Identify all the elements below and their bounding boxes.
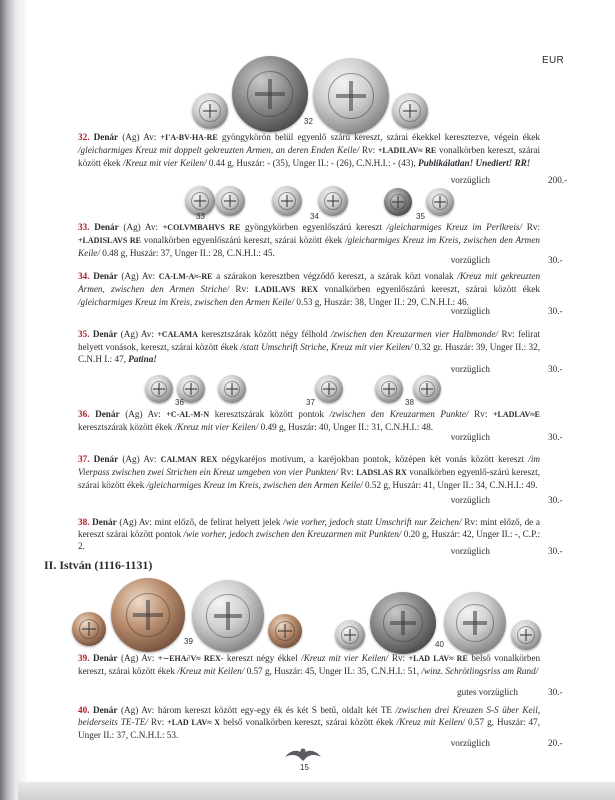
obverse-description-de: /gleicharmiges Kreuz mit doppelt gekreuzten Armen, an deren Enden Keile/ — [78, 145, 360, 156]
lot-details: 0.32 gr. Huszár: 39, Unger II.: 32, C.N.H I.: 47, — [78, 342, 541, 365]
lot-grade: gutes vorzüglich — [457, 687, 518, 697]
reverse-label: Rv: — [235, 284, 249, 295]
currency-header: EUR — [542, 55, 565, 66]
reverse-description: vonalkörben egyenlőszárú kereszt, szárai között ékek — [324, 284, 541, 295]
lot-denomination: Denár — [95, 409, 120, 419]
coin-image — [313, 58, 389, 134]
lot-details: 0.52 g, Huszár: 41, Unger II.: 34, C.N.H.I.: 49. — [364, 480, 538, 491]
reverse-description-de: /Kreuz mit Keilen/ — [396, 717, 465, 728]
image-number: 37 — [306, 398, 315, 407]
reverse-legend: +LAD LAV≈ X — [167, 718, 221, 728]
lot-note: /winz. Schrötlingsriss am Rand/ — [421, 666, 539, 677]
lot-price: 20.- — [548, 738, 563, 748]
lot-number: 37. — [78, 454, 90, 464]
reverse-description: keresztszárak között ékek — [78, 422, 173, 433]
coin-image — [444, 592, 506, 654]
reverse-description-de: /Kreuz mit vier Keilen/ — [174, 422, 259, 433]
obverse-description-de: /im Vierpass zwischen zwei Strichen ein Kreuz umgeben von vier Punkten/ — [78, 454, 541, 478]
lot-grade: vorzüglich — [450, 175, 490, 185]
lot-price: 30.- — [548, 687, 563, 697]
reverse-description-de: /gleicharmiges Kreuz im Kreis, zwischen den Armen Keile/ — [146, 480, 363, 491]
lot-price: 30.- — [548, 432, 563, 442]
lot-denomination: Denár — [92, 705, 118, 715]
lot-number: 35. — [78, 329, 90, 339]
reverse-label: Rv: — [526, 222, 541, 232]
image-number: 40 — [435, 640, 444, 649]
coin-image — [218, 375, 246, 403]
lot-note: Publikálatlan! Unediert! RR! — [418, 158, 531, 169]
reverse-label: Rv: — [501, 329, 515, 339]
obverse-description-de: /Kreuz mit vier Keilen/ — [301, 653, 389, 663]
lot-metal: (Ag) Av: — [120, 705, 155, 715]
coin-image — [272, 186, 302, 216]
lot-entry — [78, 328, 540, 366]
obverse-legend: CA-LM-A≈-RE — [158, 272, 213, 281]
reverse-legend: +LADISLAVS RE — [78, 236, 141, 246]
coin-image — [215, 186, 245, 216]
coin-image — [370, 592, 436, 654]
lot-metal: (Ag) Av: — [120, 653, 155, 663]
coin-image — [384, 188, 412, 216]
coin-image — [413, 375, 441, 403]
obverse-description-de: /gleicharmiges Kreuz im Perlkreis/ — [386, 222, 523, 232]
coin-image — [426, 188, 454, 216]
reverse-legend: +LADILAV≈ RE — [377, 146, 437, 156]
lot-entry — [78, 131, 540, 170]
lot-details: 0.57 g, Huszár: 47, Unger II.: 37, C.N.H.I.: 53. — [78, 717, 541, 741]
coin-image — [315, 375, 343, 403]
reverse-label: Rv: — [464, 517, 478, 527]
lot-grade: vorzüglich — [450, 738, 490, 748]
lot-details: 0.53 g, Huszár: 38, Unger II.: 29, C.N.H.I.: 46. — [296, 297, 469, 308]
reverse-description: vonalkörben egyenlő-szárú kereszt, szárai között ékek — [78, 467, 540, 491]
lot-number: 39. — [78, 653, 90, 663]
reverse-description-de: /statt Umschrift Striche, Kreuz mit vier Keilen/ — [240, 342, 413, 353]
lot-metal: (Ag) Av: — [119, 517, 152, 527]
coin-image — [511, 620, 541, 650]
reverse-description: vonalkörben kereszt, szárai között ékek — [78, 145, 541, 169]
reverse-legend: +LADLAV≈E — [492, 410, 541, 419]
obverse-description-de: /Kreuz mit gekreuzten Armen, zwischen den Armen Striche/ — [78, 271, 541, 295]
lot-metal: (Ag) Av: — [123, 222, 159, 232]
reverse-legend: LADILAVS REX — [254, 285, 319, 295]
reverse-legend: +LAD LAV≈ RE — [408, 654, 468, 663]
reverse-label: Rv: — [474, 409, 488, 419]
lot-entry — [78, 221, 540, 260]
coin-image — [192, 93, 228, 129]
section-title: II. István (1116-1131) — [44, 558, 153, 572]
reverse-description: vonalkörben egyenlőszárú kereszt, szárai között ékek — [143, 235, 343, 246]
eagle-ornament-icon — [283, 743, 323, 763]
obverse-description-de: /zwischen den Kreuzarmen vier Halbmonde/ — [330, 329, 499, 339]
reverse-label: Rv: — [361, 145, 376, 156]
coin-image — [111, 578, 185, 652]
lot-denomination: Denár — [93, 454, 119, 464]
lot-number: 40. — [78, 705, 90, 715]
reverse-description-de: /Kreuz mit Keilen/ — [177, 666, 245, 677]
reverse-description: belső vonalkörben kereszt, szárai között ékek — [223, 717, 394, 728]
reverse-description-de: /wie vorher, jedoch zwischen den Kreuzarmen mit Punkten/ — [183, 529, 402, 540]
lot-price: 30.- — [548, 306, 563, 316]
lot-entry — [78, 453, 540, 492]
coin-image — [335, 620, 365, 650]
lot-number: 33. — [78, 222, 90, 232]
lot-grade: vorzüglich — [450, 495, 490, 505]
lot-metal: (Ag) Av: — [122, 454, 157, 464]
lot-denomination: Denár — [92, 329, 118, 339]
image-number: 36 — [175, 398, 184, 407]
lot-number: 36. — [78, 409, 90, 419]
lot-details: 0.48 g, Huszár: 37, Unger II.: 28, C.N.H.I.: 45. — [102, 248, 275, 259]
reverse-legend: LADSLAS RX — [356, 468, 407, 478]
lot-grade: vorzüglich — [450, 255, 490, 265]
reverse-label: Rv: — [150, 717, 165, 728]
lot-metal: (Ag) Av: — [122, 132, 157, 142]
reverse-description: mint előző, de a kereszt szárai között pontok — [78, 517, 541, 540]
image-number: 38 — [405, 398, 414, 407]
lot-grade: vorzüglich — [450, 306, 490, 316]
coin-image — [268, 614, 302, 648]
reverse-description-de: /gleicharmiges Kreuz im Kreis, zwischen den Armen Keile/ — [78, 297, 295, 308]
obverse-description: gyöngykörben egyenlőszárú kereszt — [245, 222, 382, 232]
lot-entry — [78, 652, 540, 677]
obverse-description: három kereszt között egy-egy ék és két S betű, oldalt két TE — [157, 705, 393, 715]
obverse-description-de: /zwischen drei Kreuzen S-S über Keil, beiderseits TE-TE/ — [78, 705, 541, 728]
lot-price: 30.- — [548, 364, 563, 374]
lot-note: Patina! — [128, 354, 157, 365]
lot-metal: (Ag) Av: — [125, 409, 161, 419]
lot-metal: (Ag) Av: — [121, 271, 156, 281]
image-number: 39 — [184, 637, 193, 646]
obverse-description: keresztszárak között pontok — [214, 409, 324, 419]
image-number: 34 — [310, 212, 319, 221]
obverse-description: keresztszárak között négy félhold — [201, 329, 328, 339]
lot-grade: vorzüglich — [450, 364, 490, 374]
reverse-label: Rv: — [340, 467, 354, 478]
obverse-description: mint előző, de felirat helyett jelek — [154, 517, 281, 527]
reverse-description-de: /gleicharmiges Kreuz im Kreis, zwischen den Armen Keile/ — [78, 235, 540, 259]
lot-entry — [78, 270, 540, 309]
obverse-legend: +CALAMA — [157, 330, 198, 339]
lot-entry — [78, 408, 540, 433]
page-gutter — [22, 0, 28, 800]
obverse-legend: +∼EHA∂V≈ REX- — [157, 654, 224, 663]
lot-price: 30.- — [548, 546, 563, 556]
obverse-legend: CALMAN REX — [160, 455, 218, 464]
reverse-description-de: /Kreuz mit vier Keilen/ — [122, 158, 207, 169]
obverse-description: a szárakon keresztben végződő kereszt, a szárak közt vonalak — [216, 271, 454, 281]
lot-number: 38. — [78, 517, 90, 527]
coin-image — [232, 56, 308, 132]
obverse-description: kereszt négy ékkel — [226, 653, 298, 663]
lot-metal: (Ag) Av: — [120, 329, 154, 339]
obverse-legend: +I'A-BV-HA-RE — [160, 133, 218, 142]
image-number: 32 — [304, 117, 313, 126]
reverse-description: felirat helyett vonások, kereszt, szárai között ékek — [78, 329, 540, 353]
page-number: 15 — [300, 763, 309, 772]
obverse-legend: +COLVMBAHVS RE — [162, 223, 241, 232]
lot-denomination: Denár — [92, 653, 118, 663]
image-number: 33 — [196, 212, 205, 221]
lot-price: 30.- — [548, 495, 563, 505]
lot-number: 32. — [78, 132, 90, 142]
lot-denomination: Denár — [94, 222, 119, 232]
lot-details: 0.57 g, Huszár: 45, Unger II.: 35, C.N.H.I.: 51, — [246, 666, 420, 677]
obverse-legend: +C-AL-M-N — [166, 410, 210, 419]
coin-image — [192, 580, 264, 652]
lot-details: 0.44 g, Huszár: - (35), Unger II.: - (26), C.N.H.I.: - (43), — [208, 158, 416, 169]
coin-image — [145, 375, 173, 403]
coin-image — [392, 93, 428, 129]
lot-denomination: Denár — [93, 271, 118, 281]
obverse-description: gyöngykörön belül egyenlő szárú kereszt, szárai ékekkel keresztezve, végein ékek — [221, 132, 541, 142]
obverse-description: négykaréjos motívum, a karéjokban pontok, középen két vonás között kereszt — [221, 454, 525, 464]
lot-denomination: Denár — [92, 517, 117, 527]
lot-price: 200.- — [548, 175, 568, 185]
reverse-label: Rv: — [391, 653, 406, 663]
coin-image — [72, 612, 106, 646]
coin-image — [375, 375, 403, 403]
coin-image — [318, 186, 348, 216]
page-bottom-edge — [18, 782, 615, 800]
lot-grade: vorzüglich — [450, 432, 490, 442]
lot-details: 0.49 g, Huszár: 40, Unger II.: 31, C.N.H.I.: 48. — [260, 422, 434, 433]
book-spine-shadow — [0, 0, 22, 800]
lot-grade: vorzüglich — [450, 546, 490, 556]
obverse-description-de: /zwischen den Kreuzarmen Punkte/ — [329, 409, 469, 419]
lot-denomination: Denár — [93, 132, 119, 142]
lot-price: 30.- — [548, 255, 563, 265]
lot-details: 0.20 g, Huszár: 42, Unger II.: -, C.P.: 2. — [78, 529, 541, 552]
lot-entry — [78, 704, 540, 742]
image-number: 35 — [416, 212, 425, 221]
lot-number: 34. — [78, 271, 90, 281]
obverse-description-de: /wie vorher, jedoch statt Umschrift nur Zeichen/ — [283, 517, 462, 527]
reverse-description: belső vonalkörben kereszt, szárai között ékek — [78, 653, 541, 677]
